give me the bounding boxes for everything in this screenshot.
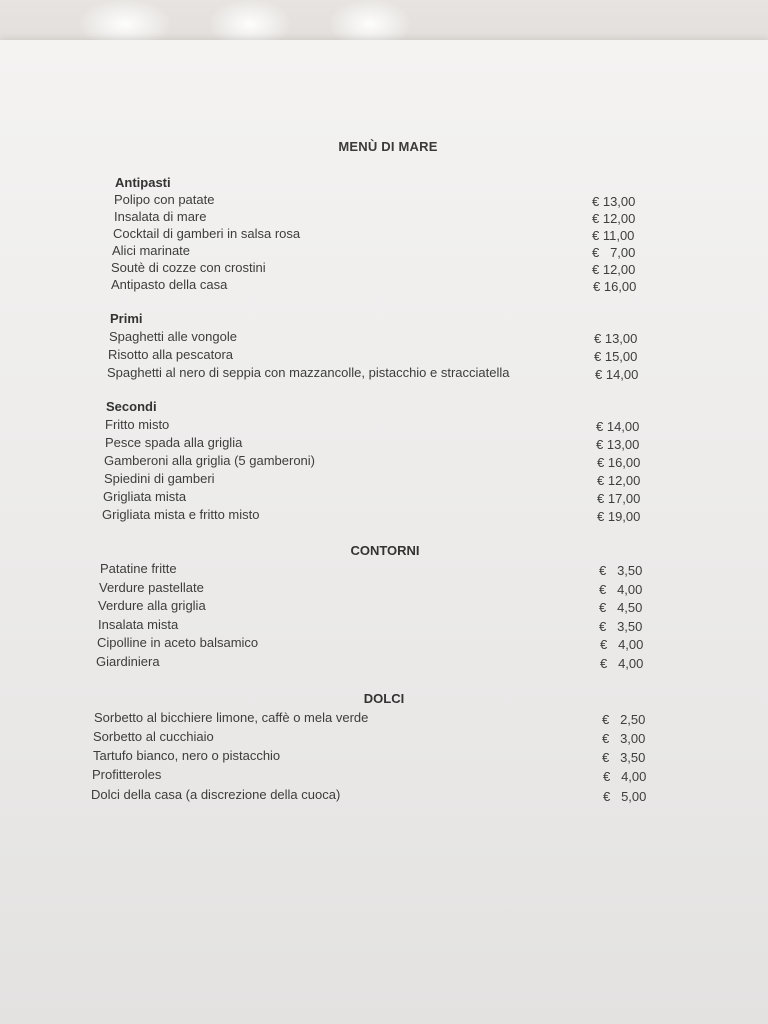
menu-item-price: € 13,00 bbox=[592, 194, 636, 209]
menu-item-name: Alici marinate bbox=[112, 243, 191, 258]
menu-item-name: Dolci della casa (a discrezione della cuoca) bbox=[91, 787, 341, 802]
menu-item-name: Verdure alla griglia bbox=[98, 598, 206, 613]
section-heading-dolci: DOLCI bbox=[363, 691, 405, 706]
menu-item-name: Insalata di mare bbox=[114, 209, 207, 224]
menu-item-price: € 16,00 bbox=[597, 455, 641, 470]
menu-item-name: Cocktail di gamberi in salsa rosa bbox=[113, 226, 301, 241]
menu-item-name: Insalata mista bbox=[98, 617, 179, 632]
menu-item-name: Soutè di cozze con crostini bbox=[111, 260, 266, 275]
menu-item-price: € 3,00 bbox=[602, 731, 646, 746]
menu-item-price: € 12,00 bbox=[592, 211, 636, 226]
menu-item-name: Giardiniera bbox=[96, 654, 160, 669]
menu-item-name: Sorbetto al cucchiaio bbox=[93, 729, 214, 744]
menu-item-price: € 5,00 bbox=[603, 789, 647, 804]
menu-item-name: Patatine fritte bbox=[100, 561, 177, 576]
menu-item-name: Cipolline in aceto balsamico bbox=[97, 635, 259, 650]
menu-item-price: € 13,00 bbox=[596, 437, 640, 452]
section-heading-secondi: Secondi bbox=[106, 399, 157, 414]
menu-item-name: Fritto misto bbox=[105, 417, 170, 432]
menu-item-price: € 4,00 bbox=[600, 656, 644, 671]
section-heading-antipasti: Antipasti bbox=[115, 175, 171, 190]
menu-item-name: Pesce spada alla griglia bbox=[105, 435, 243, 450]
menu-item-price: € 2,50 bbox=[602, 712, 646, 727]
menu-item-price: € 4,00 bbox=[599, 582, 643, 597]
menu-item-price: € 14,00 bbox=[595, 367, 639, 382]
menu-item-price: € 12,00 bbox=[592, 262, 636, 277]
menu-item-name: Spaghetti alle vongole bbox=[109, 329, 237, 344]
menu-item-name: Risotto alla pescatora bbox=[108, 347, 234, 362]
menu-item-price: € 12,00 bbox=[597, 473, 641, 488]
menu-item-price: € 3,50 bbox=[599, 619, 643, 634]
menu-item-name: Tartufo bianco, nero o pistacchio bbox=[93, 748, 281, 763]
menu-title: MENÙ DI MARE bbox=[338, 139, 438, 154]
menu-item-name: Grigliata mista e fritto misto bbox=[102, 507, 260, 522]
menu-item-price: € 11,00 bbox=[592, 228, 635, 243]
menu-item-name: Grigliata mista bbox=[103, 489, 187, 504]
menu-item-name: Sorbetto al bicchiere limone, caffè o mela verde bbox=[94, 710, 369, 725]
menu-item-name: Spiedini di gamberi bbox=[104, 471, 215, 486]
section-heading-contorni: CONTORNI bbox=[350, 543, 420, 558]
menu-item-name: Verdure pastellate bbox=[99, 580, 204, 595]
menu-item-price: € 17,00 bbox=[597, 491, 641, 506]
menu-item-name: Polipo con patate bbox=[114, 192, 215, 207]
menu-item-name: Profitteroles bbox=[92, 767, 162, 782]
menu-item-price: € 3,50 bbox=[602, 750, 646, 765]
menu-item-price: € 4,00 bbox=[600, 637, 644, 652]
menu-item-price: € 19,00 bbox=[597, 509, 641, 524]
section-heading-primi: Primi bbox=[110, 311, 143, 326]
menu-item-price: € 15,00 bbox=[594, 349, 638, 364]
menu-item-price: € 13,00 bbox=[594, 331, 638, 346]
menu-item-name: Gamberoni alla griglia (5 gamberoni) bbox=[104, 453, 315, 468]
menu-item-name: Spaghetti al nero di seppia con mazzancolle, pistacchio e stracciatella bbox=[107, 365, 510, 380]
menu-item-price: € 3,50 bbox=[599, 563, 643, 578]
menu-item-price: € 4,50 bbox=[599, 600, 643, 615]
menu-item-price: € 14,00 bbox=[596, 419, 640, 434]
menu-item-price: € 16,00 bbox=[593, 279, 637, 294]
menu-item-price: € 7,00 bbox=[592, 245, 636, 260]
menu-item-price: € 4,00 bbox=[603, 769, 647, 784]
menu-item-name: Antipasto della casa bbox=[111, 277, 228, 292]
